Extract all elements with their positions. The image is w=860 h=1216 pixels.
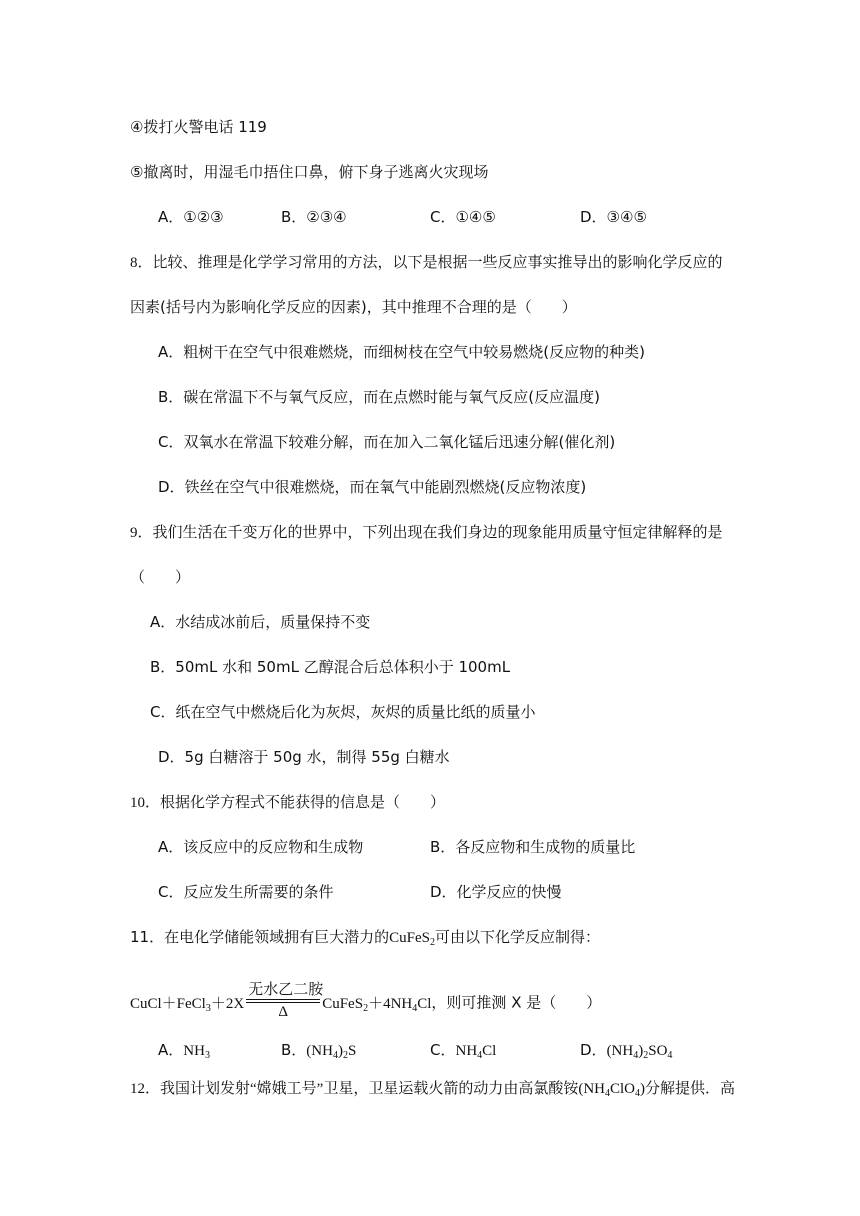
formula-subscript: 3 [204, 1050, 210, 1061]
formula-subscript: 3 [205, 1002, 211, 1014]
formula-text: CuFeS [322, 995, 364, 1012]
q10-stem-line [130, 792, 445, 813]
q9-stem-line-2: （ ） [130, 568, 191, 586]
q10-option-c: C．反应发生所需要的条件 [158, 883, 334, 901]
option-formula [455, 1043, 496, 1059]
reaction-condition-top: 无水乙二胺 [248, 982, 324, 998]
formula-subscript: 4 [667, 1050, 673, 1061]
formula-subscript: 4 [635, 1088, 641, 1099]
formula-subscript: 4 [633, 1050, 639, 1061]
q9-number: 9． [130, 525, 153, 541]
reaction-condition [246, 981, 324, 1021]
equation-left [130, 996, 244, 1012]
formula-text: CuFeS [389, 930, 430, 946]
formula-subscript: 2 [643, 1050, 649, 1061]
q11-option-d [580, 1040, 672, 1061]
q9-option-a: A．水结成冰前后，质量保持不变 [150, 613, 371, 631]
formula-text: ClO [610, 1081, 636, 1097]
option-formula [607, 1043, 673, 1059]
q11-stem-pre: 11．在电化学储能领域拥有巨大潜力的 [130, 928, 390, 946]
formula-subscript: 2 [342, 1050, 348, 1061]
formula-text: NH [455, 1043, 478, 1059]
option-label: A． [158, 1041, 184, 1059]
option-label: B． [281, 1041, 307, 1059]
option-formula [306, 1043, 356, 1059]
q10-option-a: A．该反应中的反应物和生成物 [158, 838, 364, 856]
formula-text: (NH [606, 1043, 634, 1059]
formula-subscript: 4 [477, 1050, 483, 1061]
q11-option-a [158, 1040, 210, 1061]
q9-stem-line-1 [130, 522, 723, 543]
formula-text: Cl [482, 1043, 497, 1059]
formula-subscript: 4 [605, 1088, 610, 1099]
q11-stem-formula [389, 930, 435, 946]
q7-option-b: B．②③④ [281, 208, 347, 226]
formula-subscript: 2 [363, 1002, 369, 1014]
formula-text: ) [638, 1043, 644, 1059]
q9-option-b: B．50mL 水和 50mL 乙醇混合后总体积小于 100mL [150, 658, 511, 676]
option-label: D． [580, 1041, 607, 1059]
q9-option-c: C．纸在空气中燃烧后化为灰烬，灰烬的质量比纸的质量小 [150, 703, 536, 721]
formula-subscript: 2 [429, 937, 435, 948]
formula-text: CuCl＋FeCl [130, 995, 206, 1012]
formula-text: SO [648, 1043, 668, 1059]
q11-equation-post: ，则可推测 X 是（ ） [431, 993, 602, 1012]
q11-equation-line [130, 983, 601, 1023]
formula-text: ＋2X [210, 995, 245, 1012]
q9-option-d: D．5g 白糖溶于 50g 水，制得 55g 白糖水 [158, 748, 450, 766]
formula-text: S [347, 1043, 357, 1059]
q7-option-a: A．①②③ [158, 208, 224, 226]
q8-option-c: C．双氧水在常温下较难分解，而在加入二氧化锰后迅速分解(催化剂) [158, 433, 616, 451]
q10-option-b: B．各反应物和生成物的质量比 [430, 838, 636, 856]
q12-stem-line [130, 1079, 735, 1099]
option-formula [183, 1043, 210, 1059]
q11-option-c [430, 1040, 496, 1061]
formula-subscript: 4 [332, 1050, 338, 1061]
q7-option-d: D．③④⑤ [580, 208, 647, 226]
q10-option-d: D．化学反应的快慢 [430, 883, 562, 901]
formula-text: (NH [306, 1043, 333, 1059]
reaction-condition-bottom: Δ [278, 1004, 289, 1020]
q8-stem-line-1 [130, 252, 723, 273]
q8-number: 8． [130, 255, 153, 271]
option-label: C． [430, 1041, 456, 1059]
formula-text: Cl [417, 995, 432, 1012]
formula-text: ＋4NH [368, 995, 413, 1012]
q8-option-a: A．粗树干在空气中很难燃烧，而细树枝在空气中较易燃烧(反应物的种类) [158, 343, 645, 361]
formula-text: NH [183, 1043, 205, 1059]
q8-stem-line-2: 因素(括号内为影响化学反应的因素)，其中推理不合理的是（ ） [130, 298, 577, 316]
formula-subscript: 4 [412, 1002, 418, 1014]
list-item-4: ④拨打火警电话 119 [130, 118, 267, 136]
q9-stem-text-1: 我们生活在千变万化的世界中，下列出现在我们身边的现象能用质量守恒定律解释的是 [152, 523, 723, 541]
list-item-5: ⑤撤离时，用湿毛巾捂住口鼻，俯下身子逃离火灾现场 [130, 163, 489, 181]
q8-stem-text-1: 比较、推理是化学学习常用的方法，以下是根据一些反应事实推导出的影响化学反应的 [152, 253, 723, 271]
q12-stem-text: 我国计划发射“嫦娥工号”卫星，卫星运载火箭的动力由高氯酸铵(NH [160, 1081, 605, 1097]
q11-stem-post: 可由以下化学反应制得： [434, 928, 600, 946]
equation-right [322, 996, 431, 1012]
q7-option-c: C．①④⑤ [430, 208, 496, 226]
q10-number: 10． [130, 795, 161, 811]
q8-option-d: D．铁丝在空气中很难燃烧，而在氧气中能剧烈燃烧(反应物浓度) [158, 478, 587, 496]
q11-stem-line [130, 927, 600, 948]
q12-stem-text-tail: )分解提供．高 [640, 1081, 736, 1097]
q8-option-b: B．碳在常温下不与氧气反应，而在点燃时能与氧气反应(反应温度) [158, 388, 600, 406]
q12-number: 12． [130, 1081, 161, 1097]
formula-text: ) [337, 1043, 343, 1059]
q11-option-b [281, 1040, 356, 1061]
q10-stem-text: 根据化学方程式不能获得的信息是（ ） [160, 793, 446, 811]
